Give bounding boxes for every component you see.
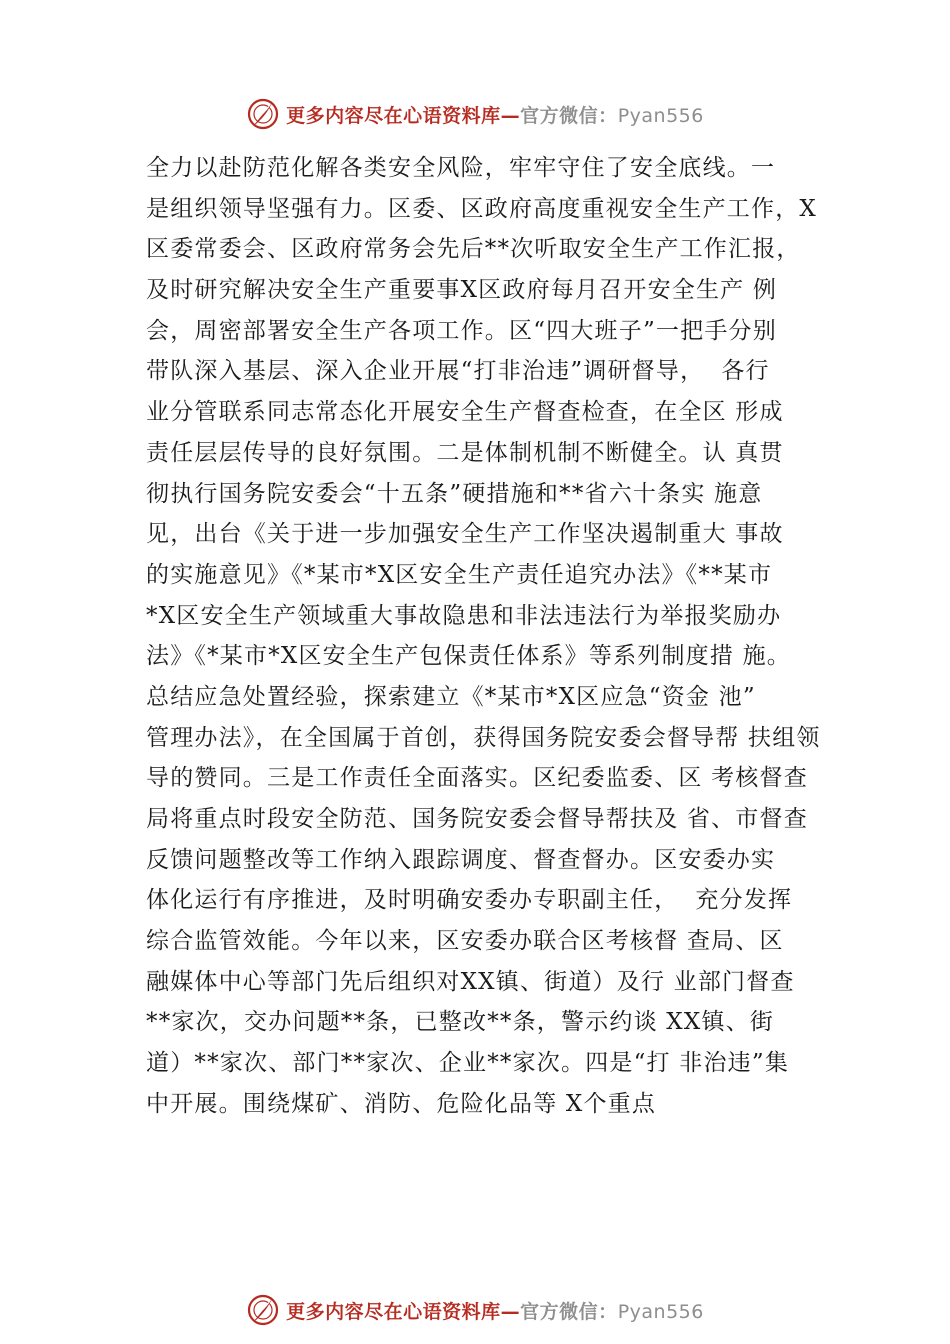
body-line: 彻执行国务院安委会“十五条”硬措施和**省六十条实 施意 [146, 480, 763, 507]
body-line: 区委常委会、区政府常务会先后**次听取安全生产工作汇报， [146, 236, 801, 263]
body-line: 业分管联系同志常态化开展安全生产督查检查，在全区 形成 [146, 399, 784, 426]
body-line: 局将重点时段安全防范、国务院安委会督导帮扶及 省、市督查 [146, 806, 808, 832]
body-line: 是组织领导坚强有力。区委、区政府高度重视安全生产工作，X [146, 195, 817, 222]
body-line: 总结应急处置经验，探索建立《*某市*X区应急“资金 池” [146, 683, 756, 710]
body-line: 的实施意见》《*某市*X区安全生产责任追究办法》《**某市 [146, 561, 773, 588]
body-line: 融媒体中心等部门先后组织对XX镇、街道）及行 业部门督查 [146, 968, 795, 995]
body-line: *X区安全生产领域重大事故隐患和非法违法行为举报奖励办 [146, 602, 782, 629]
body-line: 综合监管效能。今年以来，区安委办联合区考核督 查局、区 [146, 928, 784, 955]
body-line: 管理办法》，在全国属于首创，获得国务院安委会督导帮 扶组领 [146, 724, 821, 751]
body-line: 带队深入基层、深入企业开展“打非治违”调研督导， 各行 [146, 358, 770, 385]
body-line: 法》《*某市*X区安全生产包保责任体系》等系列制度措 施。 [146, 643, 791, 670]
body-line: 责任层层传导的良好氛围。二是体制机制不断健全。认 真贯 [146, 439, 784, 466]
header-banner-text: 更多内容尽在心语资料库—官方微信：Pyan556 [286, 104, 704, 127]
body-line: 及时研究解决安全生产重要事X区政府每月召开安全生产 例 [146, 277, 778, 304]
body-line: **家次，交办问题**条，已整改**条，警示约谈 XX镇、街 [146, 1009, 775, 1036]
header-banner [0, 94, 950, 134]
body-line: 见，出台《关于进一步加强安全生产工作坚决遏制重大 事故 [146, 521, 784, 548]
body-line: 会，周密部署安全生产各项工作。区“四大班子”一把手分别 [146, 317, 777, 344]
body-line: 体化运行有序推进，及时明确安委办专职副主任， 充分发挥 [146, 887, 793, 914]
body-line: 中开展。围绕煤矿、消防、危险化品等 X个重点 [146, 1090, 657, 1117]
body-line: 全力以赴防范化解各类安全风险，牢牢守住了安全底线。一 [146, 155, 776, 181]
document-body [146, 148, 836, 1125]
body-line: 反馈问题整改等工作纳入跟踪调度、督查督办。区安委办实 [146, 846, 776, 873]
body-line: 道）**家次、部门**家次、企业**家次。四是“打 非治违”集 [146, 1050, 790, 1077]
footer-banner [0, 1290, 950, 1330]
footer-banner-text: 更多内容尽在心语资料库—官方微信：Pyan556 [286, 1300, 704, 1323]
body-line: 导的赞同。三是工作责任全面落实。区纪委监委、区 考核督查 [146, 765, 808, 792]
feather-pen-seal-icon [246, 1293, 280, 1327]
feather-pen-seal-icon [246, 97, 280, 131]
